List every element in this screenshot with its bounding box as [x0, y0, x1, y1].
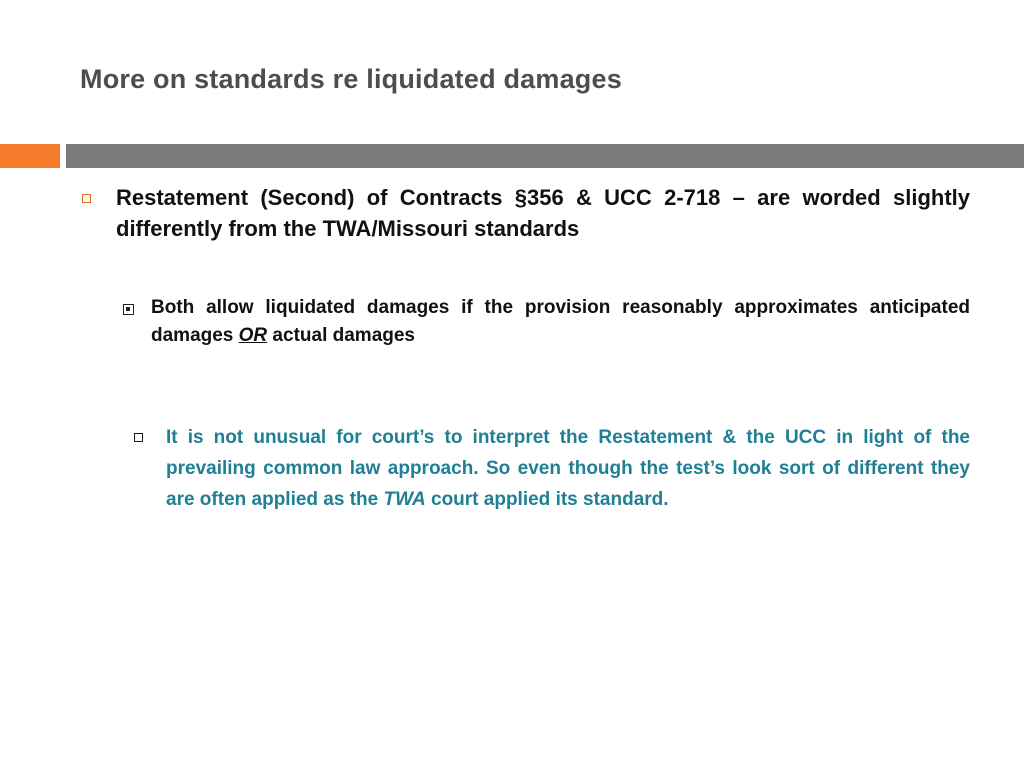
hollow-square-bullet-icon: [134, 433, 143, 442]
accent-bar-orange: [0, 144, 60, 168]
bullet-level3-text-before: It is not unusual for court’s to interpret the Restatement & the UCC in light of the prevailing common law approach. So even though the test’s look sort of different they are often applied as the: [166, 427, 970, 510]
bullet-level3-text: [166, 422, 970, 515]
bullet-level2-text-before: Both allow liquidated damages if the provision reasonably approximates anticipated damages: [151, 297, 970, 346]
filled-square-bullet-icon: [123, 304, 134, 315]
bullet-level2-text-after: actual damages: [267, 325, 415, 346]
slide-title: More on standards re liquidated damages: [80, 64, 622, 94]
bullet-level3-emphasis: TWA: [383, 489, 426, 510]
bullet-level2-emphasis: OR: [238, 325, 268, 346]
hollow-square-bullet-icon: [82, 194, 91, 203]
accent-bar-gray: [66, 144, 1024, 168]
bullet-level3-text-after: court applied its standard.: [425, 489, 669, 510]
bullet-level1-text: Restatement (Second) of Contracts §356 & UCC 2-718 – are worded slightly differently from the TWA/Missouri standards: [116, 185, 970, 241]
bullet-level2-text: [151, 294, 970, 350]
